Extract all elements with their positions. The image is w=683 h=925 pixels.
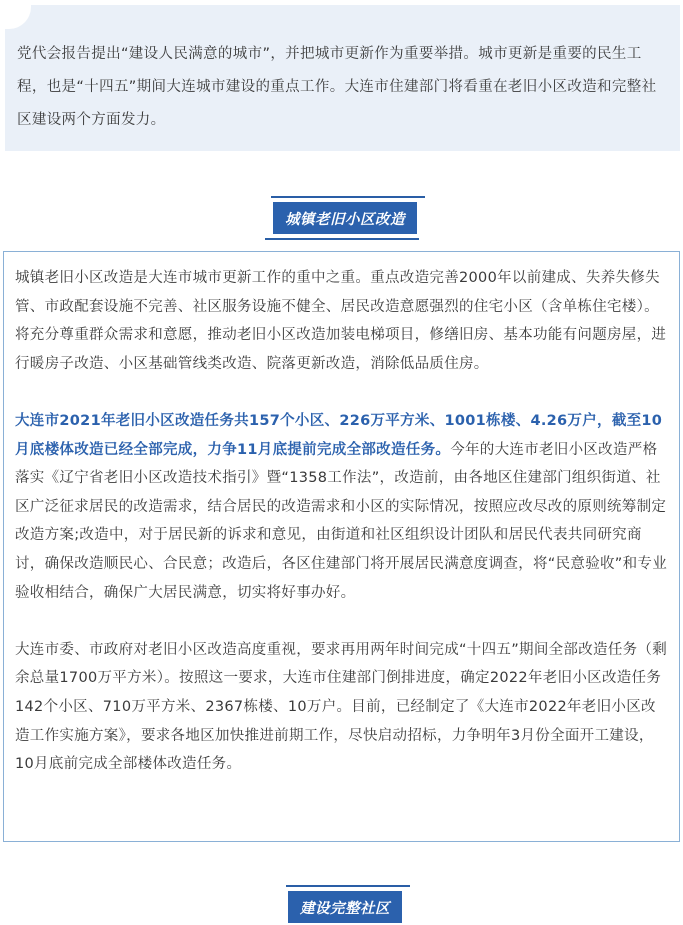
- paragraph-2-rest: 今年的大连市老旧小区改造严格落实《辽宁省老旧小区改造技术指引》暨“1358工作法”，改造前，由各地区住建部门组织街道、社区广泛征求居民的改造需求，结合居民的改造需求和小区的实际情况，按照应改尽改的原则统筹制定改造方案;改造中，对于居民新的诉求和意见，由街道和社区组织设计团队和居民代表共同研究商讨，确保改造顺民心、合民意；改造后，各区住建部门将开展居民满意度调查，将“民意验收”和专业验收相结合，确保广大居民满意，切实将好事办好。: [15, 441, 668, 601]
- intro-text: 党代会报告提出“建设人民满意的城市”，并把城市更新作为重要举措。城市更新是重要的民生工程，也是“十四五”期间大连城市建设的重点工作。大连市住建部门将看重在老旧小区改造和完整社区建设两个方面发力。: [17, 46, 657, 128]
- section-title-label: 城镇老旧小区改造: [273, 202, 417, 234]
- intro-box: [5, 5, 680, 151]
- article-body-box: [3, 251, 680, 842]
- highlight-text: 大连市2021年老旧小区改造任务共157个小区、226万平方米、1001栋楼、4.26万户，截至10月底楼体改造已经全部完成，力争11月底提前完成全部改造任务。: [15, 412, 663, 458]
- section-title-label: 建设完整社区: [288, 891, 402, 923]
- title-line-top: [286, 885, 410, 887]
- corner-decoration: [5, 5, 31, 29]
- title-line-bottom: [265, 238, 419, 240]
- paragraph-3: 大连市委、市政府对老旧小区改造高度重视，要求再用两年时间完成“十四五”期间全部改造任务（剩余总量1700万平方米）。按照这一要求，大连市住建部门倒排进度，确定2022年老旧小区改造任务142个小区、710万平方米、2367栋楼、10万户。目前，已经制定了《大连市2022年老旧小区改造工作实施方案》，要求各地区加快推进前期工作，尽快启动招标，力争明年3月份全面开工建设，10月底前完成全部楼体改造任务。: [15, 641, 668, 773]
- section-title-complete-community: [280, 885, 410, 925]
- title-line-top: [271, 196, 425, 198]
- paragraph-1: 城镇老旧小区改造是大连市城市更新工作的重中之重。重点改造完善2000年以前建成、失养失修失管、市政配套设施不完善、社区服务设施不健全、居民改造意愿强烈的住宅小区（含单栋住宅楼）。将充分尊重群众需求和意愿，推动老旧小区改造加装电梯项目，修缮旧房、基本功能有问题房屋，进行暖房子改造、小区基础管线类改造、院落更新改造，消除低品质住房。: [15, 270, 667, 372]
- section-title-old-community: [265, 196, 425, 240]
- paragraph-2: [15, 407, 668, 607]
